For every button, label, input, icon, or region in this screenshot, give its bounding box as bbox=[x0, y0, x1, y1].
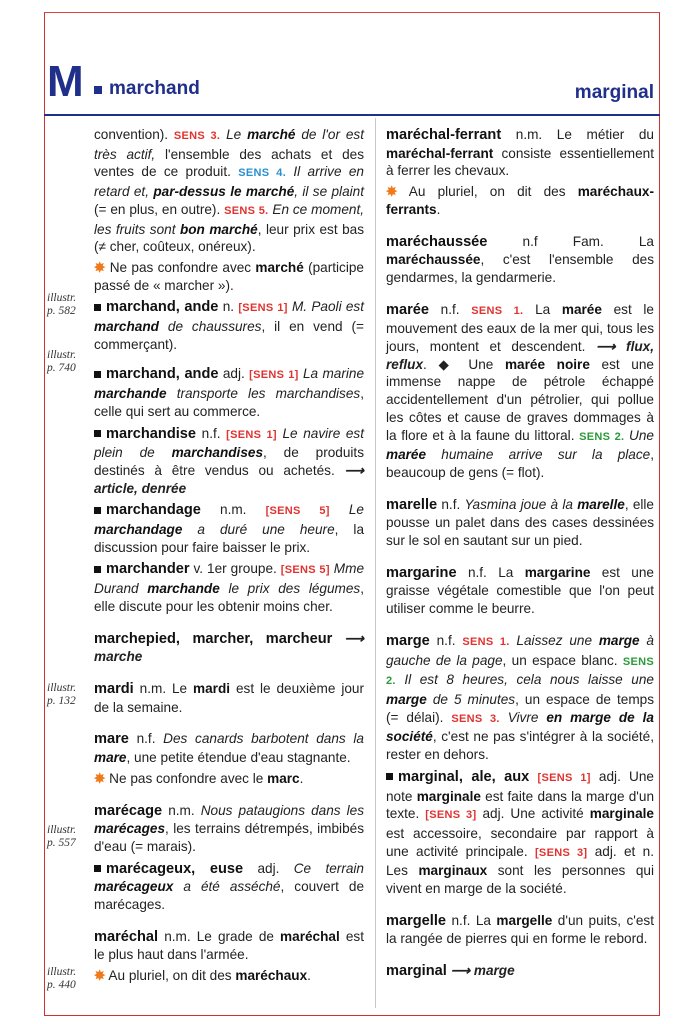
bold-term: marginaux bbox=[418, 863, 488, 879]
headword: marchandage bbox=[106, 502, 201, 519]
definition-text: consiste essentiellement à ferrer les chevaux. bbox=[386, 145, 654, 179]
dictionary-entry bbox=[94, 928, 364, 964]
subentry-bullet-icon bbox=[94, 507, 101, 514]
example-term: marelle bbox=[577, 496, 625, 512]
example-text: a duré une heure bbox=[182, 522, 335, 538]
bold-term: maréchal bbox=[280, 928, 340, 944]
definition-text: La bbox=[523, 301, 562, 317]
example-text: Laissez une bbox=[509, 632, 599, 648]
example-term: marécages bbox=[94, 821, 166, 837]
example-term: marchande bbox=[147, 581, 220, 597]
right-column bbox=[386, 126, 654, 981]
definition-text: n.f. bbox=[429, 632, 463, 648]
subentry-bullet-icon bbox=[94, 371, 101, 378]
bold-term: marginale bbox=[589, 806, 654, 822]
definition-text: Ne pas confondre avec bbox=[105, 259, 256, 275]
definition-text: . bbox=[436, 201, 441, 217]
definition-text: est une immense nappe de pétrole échappé accidentellement d'un pétrolier, qui pollue les côtes et cause de graves dommages à la flore et à la faune du littoral. bbox=[386, 356, 654, 443]
bold-term: margelle bbox=[496, 912, 553, 928]
definition-text: . ◆ Une bbox=[423, 356, 505, 372]
headword: marelle bbox=[386, 496, 438, 513]
definition-text: Au pluriel, on dit des bbox=[105, 968, 236, 984]
definition-text: n.f. bbox=[196, 425, 227, 441]
example-text: Ce terrain bbox=[293, 860, 364, 876]
sense-label: [SENS 1] bbox=[249, 369, 299, 382]
example-term: marché bbox=[247, 127, 296, 142]
definition-text: , celle qui sert au commerce. bbox=[94, 386, 364, 419]
definition-text: (participe passé de « marcher »). bbox=[94, 259, 364, 293]
definition-text: est accessoire, secondaire par rapport à une activité principale. bbox=[386, 825, 654, 859]
example-term: marchandage bbox=[94, 522, 183, 538]
example-text: de 5 minutes bbox=[426, 691, 516, 707]
definition-text: , un espace blanc. bbox=[502, 652, 623, 668]
definition-text: sont les personnes qui vivent en marge de la société. bbox=[386, 863, 654, 897]
example-text: Des canards barbotent dans la bbox=[163, 731, 364, 747]
bold-term: maréchaussée bbox=[386, 252, 481, 268]
example-text: a été asséché bbox=[173, 879, 281, 895]
example-text: à gauche de la page bbox=[386, 632, 654, 668]
subentry-bullet-icon bbox=[94, 865, 101, 872]
example-term: en marge de la société bbox=[386, 709, 654, 745]
headword: marchander bbox=[106, 561, 190, 578]
definition-text: est le mouvement des eaux de la mer qui, tous les jours, montent et descendent. bbox=[386, 301, 654, 355]
header-rule bbox=[44, 114, 660, 116]
dictionary-entry bbox=[94, 425, 364, 498]
note-star-icon: ✸ bbox=[94, 770, 106, 786]
definition-text: v. 1er groupe. bbox=[189, 561, 281, 577]
headword: marée bbox=[386, 301, 430, 318]
definition-text: Au pluriel, on dit des bbox=[397, 184, 578, 200]
definition-text: , elle pousse un palet dans des cases dessinées sur le sol en sautant sur un pied. bbox=[386, 496, 654, 549]
definition-text: n.f. La bbox=[456, 564, 525, 580]
example-text: , il se plaint bbox=[294, 184, 364, 200]
definition-text: , couvert de marécages. bbox=[94, 879, 365, 913]
dictionary-entry bbox=[386, 962, 654, 981]
sense-label: SENS 1. bbox=[462, 635, 510, 648]
cross-reference[interactable]: ⟶ marche bbox=[94, 630, 364, 665]
example-term: bon marché bbox=[179, 221, 258, 237]
definition-text: n. bbox=[218, 299, 239, 315]
definition-text: (= en plus, en outre). bbox=[94, 201, 225, 217]
cross-reference[interactable]: ⟶ marge bbox=[450, 963, 515, 979]
definition-text: , les terrains détrempés, imbibés d'eau (= marais). bbox=[94, 821, 364, 854]
example-term: marge bbox=[598, 632, 640, 648]
headword: marchand, ande bbox=[106, 299, 219, 316]
definition-text: , il en vend (= commerçant). bbox=[94, 319, 364, 352]
definition-text: convention). bbox=[94, 127, 174, 142]
subentry-bullet-icon bbox=[94, 304, 101, 311]
note-star-icon: ✸ bbox=[386, 184, 398, 200]
bold-term: marché bbox=[255, 259, 304, 275]
sense-label: [SENS 3] bbox=[425, 809, 477, 822]
dictionary-entry bbox=[94, 298, 364, 353]
definition-text: est le plus haut dans l'armée. bbox=[94, 928, 364, 963]
sense-label: SENS 1. bbox=[471, 304, 524, 317]
headword: mare bbox=[94, 731, 129, 748]
definition-text: , leur prix est bas (≠ cher, coûteux, onéreux). bbox=[94, 221, 364, 255]
definition-text: n.f Fam. La bbox=[487, 233, 654, 249]
dictionary-entry bbox=[386, 912, 654, 948]
headword: mardi bbox=[94, 680, 134, 697]
definition-text: n.f. bbox=[429, 301, 472, 317]
definition-text: l'ensemble des achats et des ventes de ce produit. bbox=[94, 146, 364, 180]
definition-text: , de produits destinés à être vendus ou achetés. bbox=[94, 445, 364, 478]
definition-text: Ne pas confondre avec le bbox=[105, 770, 268, 786]
definition-text: est le deuxième jour de la semaine. bbox=[94, 680, 365, 715]
left-column bbox=[94, 126, 364, 985]
definition-text: . bbox=[299, 770, 304, 786]
headword: maréchal-ferrant bbox=[386, 127, 502, 143]
dictionary-entry bbox=[386, 564, 654, 618]
definition-text: adj. Une note bbox=[386, 768, 654, 804]
illustr-page: p. 740 bbox=[47, 362, 76, 374]
headword: margelle bbox=[386, 912, 447, 929]
example-term: marchande bbox=[94, 386, 167, 402]
sense-label: [SENS 5] bbox=[280, 564, 330, 577]
sense-label: [SENS 1] bbox=[238, 302, 288, 315]
illustr-page: p. 440 bbox=[47, 979, 76, 991]
definition-text: n.m. Le métier du bbox=[501, 127, 654, 142]
subentry-bullet-icon bbox=[94, 430, 101, 437]
definition-text: , beaucoup de gens (= flot). bbox=[386, 447, 654, 480]
bold-term: maréchaux-ferrants bbox=[386, 184, 654, 217]
example-text: le prix des légumes bbox=[219, 581, 361, 597]
definition-text: , c'est ne pas s'intégrer à la société, rester en dehors. bbox=[386, 729, 654, 763]
headword: marge bbox=[386, 632, 430, 649]
example-term: mare bbox=[94, 750, 127, 766]
example-term: par-dessus le marché bbox=[153, 184, 295, 200]
definition-text: adj. Une activité bbox=[476, 806, 590, 822]
dictionary-entry bbox=[94, 560, 364, 615]
example-text: transporte les marchandises bbox=[166, 386, 361, 402]
headword: marginal, ale, aux bbox=[398, 768, 530, 785]
illustr-ref[interactable] bbox=[47, 966, 91, 992]
example-text: Nous pataugions dans les bbox=[200, 802, 364, 818]
dictionary-entry bbox=[94, 680, 364, 716]
example-term: marécageux bbox=[94, 879, 174, 895]
example-text: Une bbox=[624, 427, 654, 443]
definition-text: , une petite étendue d'eau stagnante. bbox=[126, 750, 351, 766]
headword: marchand, ande bbox=[106, 366, 219, 383]
headword: maréchal bbox=[94, 928, 159, 945]
sense-label: [SENS 3] bbox=[534, 846, 588, 859]
bold-term: marginale bbox=[416, 788, 481, 804]
header-first-word: marchand bbox=[109, 78, 200, 99]
example-term: marchandises bbox=[171, 445, 264, 461]
dictionary-entry bbox=[94, 770, 364, 788]
definition-text: n.f. bbox=[128, 731, 164, 747]
sense-label: [SENS 1] bbox=[537, 771, 591, 784]
bold-term: maréchal-ferrant bbox=[386, 145, 494, 161]
header-last-word: marginal bbox=[574, 82, 654, 103]
dictionary-entry bbox=[94, 967, 364, 985]
note-star-icon: ✸ bbox=[94, 259, 106, 275]
sense-label: [SENS 1] bbox=[226, 428, 277, 441]
illustr-page: p. 557 bbox=[47, 837, 76, 849]
illustr-ref[interactable] bbox=[47, 824, 91, 850]
example-text: humaine arrive sur la place bbox=[426, 447, 651, 463]
example-term: marée bbox=[386, 447, 427, 463]
dictionary-entry bbox=[94, 730, 364, 766]
example-text: Le bbox=[329, 502, 364, 518]
illustr-label: illustr. bbox=[47, 682, 77, 694]
dictionary-entry bbox=[94, 802, 364, 856]
example-text: de chaussures bbox=[158, 319, 262, 335]
illustr-label: illustr. bbox=[47, 349, 77, 361]
sense-label: SENS 3. bbox=[451, 712, 500, 725]
headword: maréchaussée bbox=[386, 233, 488, 250]
dictionary-entry bbox=[94, 365, 364, 420]
example-text: Yasmina joue à la bbox=[464, 496, 578, 512]
example-text: Le bbox=[220, 127, 248, 142]
definition-text: n.f. La bbox=[446, 912, 497, 928]
dictionary-entry bbox=[94, 501, 364, 556]
definition-text: adj. bbox=[243, 860, 294, 876]
example-text: Mme Durand bbox=[94, 561, 365, 597]
illustr-ref[interactable] bbox=[47, 349, 91, 375]
bold-term: marée noire bbox=[504, 356, 590, 372]
bold-term: marée bbox=[561, 301, 602, 317]
example-term: marge bbox=[386, 691, 427, 707]
example-text: Il est 8 heures, cela nous laisse une bbox=[395, 672, 654, 688]
definition-text: , c'est l'ensemble des gendarmes, la gendarmerie. bbox=[386, 252, 654, 285]
example-text: Vivre bbox=[499, 709, 547, 725]
illustr-page: p. 132 bbox=[47, 695, 76, 707]
definition-text: , la discussion pour faire baisser le prix. bbox=[94, 522, 364, 555]
bold-term: mardi bbox=[193, 680, 231, 696]
bold-term: margarine bbox=[524, 564, 591, 580]
dictionary-entry bbox=[386, 496, 654, 550]
cross-reference[interactable]: ⟶ flux, reflux bbox=[386, 339, 654, 372]
definition-text: n.f. bbox=[437, 496, 465, 512]
definition-text: , elle discute pour les obtenir moins cher. bbox=[94, 581, 364, 614]
definition-text bbox=[332, 631, 344, 646]
sense-label: SENS 2. bbox=[579, 430, 625, 443]
section-letter: M bbox=[47, 57, 84, 106]
note-star-icon: ✸ bbox=[94, 968, 106, 984]
dictionary-entry bbox=[386, 183, 654, 218]
sense-label: [SENS 5] bbox=[265, 505, 330, 518]
illustr-ref[interactable] bbox=[47, 292, 91, 318]
sense-label: SENS 4. bbox=[238, 167, 287, 180]
headword: marginal bbox=[386, 963, 447, 980]
definition-text: . bbox=[307, 968, 311, 984]
example-term: marchand bbox=[94, 319, 159, 335]
headword: marchandise bbox=[106, 425, 197, 442]
example-text: de l'or est très actif, bbox=[94, 127, 364, 162]
bold-term: marc bbox=[267, 770, 300, 786]
definition-text: d'un puits, c'est la rangée de pierres qui en forme le rebord. bbox=[386, 912, 655, 947]
dictionary-entry bbox=[386, 233, 654, 287]
headword: marchepied, marcher, marcheur bbox=[94, 630, 333, 647]
illustr-page: p. 582 bbox=[47, 305, 76, 317]
illustr-label: illustr. bbox=[47, 292, 77, 304]
subentry-bullet-icon bbox=[94, 566, 101, 573]
cross-reference[interactable]: ⟶ article, denrée bbox=[94, 462, 364, 496]
dictionary-entry bbox=[94, 630, 364, 666]
illustr-label: illustr. bbox=[47, 824, 77, 836]
definition-text: n.m. Le bbox=[133, 680, 194, 696]
subentry-bullet-icon bbox=[386, 773, 393, 780]
illustr-ref[interactable] bbox=[47, 682, 91, 708]
dictionary-entry bbox=[386, 632, 654, 764]
sense-label: SENS 2. bbox=[386, 655, 654, 688]
definition-text: n.m. Le grade de bbox=[158, 928, 281, 944]
bold-term: maréchaux bbox=[235, 968, 308, 984]
column-divider bbox=[375, 118, 376, 1008]
sense-label: SENS 5. bbox=[224, 204, 269, 217]
definition-text: , un espace de temps (= délai). bbox=[386, 691, 654, 725]
illustr-label: illustr. bbox=[47, 966, 77, 978]
dictionary-entry bbox=[94, 259, 364, 294]
headword: marécage bbox=[94, 802, 163, 819]
headword: marécageux, euse bbox=[106, 860, 244, 877]
example-text: La marine bbox=[298, 366, 365, 382]
dictionary-entry bbox=[386, 768, 654, 898]
headword: margarine bbox=[386, 564, 457, 581]
sense-label: SENS 3. bbox=[173, 130, 221, 142]
dictionary-entry bbox=[386, 126, 654, 180]
dictionary-entry bbox=[94, 860, 364, 914]
definition-text: adj. et n. Les bbox=[386, 843, 654, 879]
dictionary-entry bbox=[94, 126, 364, 256]
definition-text: n.m. bbox=[200, 502, 266, 518]
example-text: En ce moment, les fruits sont bbox=[94, 201, 364, 237]
header-square-icon bbox=[94, 86, 102, 94]
definition-text: est une graisse végétale comestible que l'on peut utiliser comme le beurre. bbox=[386, 564, 654, 617]
definition-text: n.m. bbox=[162, 802, 201, 818]
definition-text: adj. bbox=[218, 366, 250, 382]
example-text: Le navire est plein de bbox=[94, 425, 364, 461]
dictionary-entry bbox=[386, 301, 654, 482]
example-text: M. Paoli est bbox=[287, 299, 365, 315]
definition-text: est faite dans la marge d'un texte. bbox=[386, 788, 655, 822]
example-text: Il arrive en retard et, bbox=[94, 164, 364, 200]
